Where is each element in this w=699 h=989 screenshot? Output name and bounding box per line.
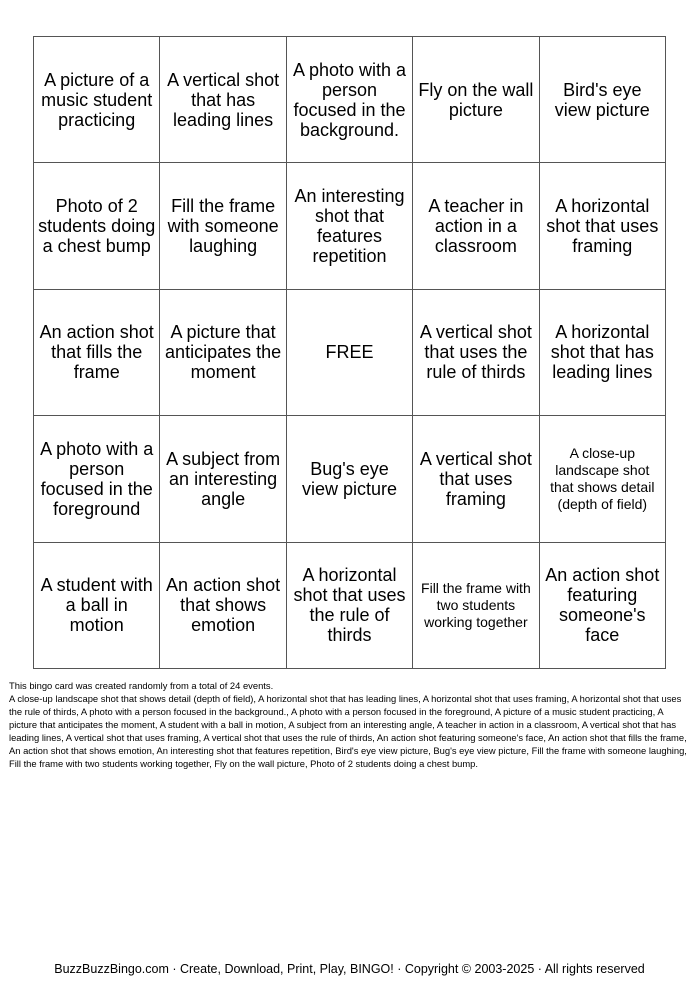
bingo-cell-r1c2: A vertical shot that has leading lines (160, 37, 286, 163)
bingo-cell-r1c5: Bird's eye view picture (540, 37, 666, 163)
bingo-cell-r4c3: Bug's eye view picture (287, 416, 413, 542)
bingo-cell-r4c2: A subject from an interesting angle (160, 416, 286, 542)
bingo-cell-r2c1: Photo of 2 students doing a chest bump (34, 163, 160, 289)
bingo-cell-r5c2: An action shot that shows emotion (160, 543, 286, 669)
bingo-cell-r5c1: A student with a ball in motion (34, 543, 160, 669)
bingo-cell-r2c2: Fill the frame with someone laughing (160, 163, 286, 289)
bingo-cell-r3c4: A vertical shot that uses the rule of thirds (413, 290, 539, 416)
bingo-cell-r2c3: An interesting shot that features repetition (287, 163, 413, 289)
bingo-cell-r4c1: A photo with a person focused in the foreground (34, 416, 160, 542)
bingo-cell-r1c1: A picture of a music student practicing (34, 37, 160, 163)
bingo-cell-r1c4: Fly on the wall picture (413, 37, 539, 163)
bingo-free-cell: FREE (287, 290, 413, 416)
bingo-cell-r5c5: An action shot featuring someone's face (540, 543, 666, 669)
card-info (9, 679, 693, 770)
bingo-cell-r3c1: An action shot that fills the frame (34, 290, 160, 416)
bingo-cell-r2c5: A horizontal shot that uses framing (540, 163, 666, 289)
card-summary: This bingo card was created randomly from a total of 24 events. (9, 680, 274, 691)
bingo-cell-r1c3: A photo with a person focused in the background. (287, 37, 413, 163)
bingo-cell-r4c5: A close-up landscape shot that shows detail (depth of field) (540, 416, 666, 542)
bingo-cell-r5c4: Fill the frame with two students working together (413, 543, 539, 669)
bingo-cell-r2c4: A teacher in action in a classroom (413, 163, 539, 289)
event-list: A close-up landscape shot that shows detail (depth of field), A horizontal shot that has leading lines, A horizontal shot that uses framing, A horizontal shot that uses the rule of thirds, A photo with a person focused in the background., A photo with a person focused in the foreground, A picture of a music student practicing, A picture that anticipates the moment, A student with a ball in motion, A subject from an interesting angle, A teacher in action in a classroom, A vertical shot that has leading lines, A vertical shot that uses framing, A vertical shot that uses the rule of thirds, An action shot featuring someone's face, An action shot that fills the frame, An action shot that shows emotion, An interesting shot that features repetition, Bird's eye view picture, Bug's eye view picture, Fill the frame with someone laughing, Fill the frame with two students working together, Fly on the wall picture, Photo of 2 students doing a chest bump. (9, 693, 687, 769)
bingo-card-grid (33, 36, 666, 669)
bingo-cell-r4c4: A vertical shot that uses framing (413, 416, 539, 542)
bingo-cell-r5c3: A horizontal shot that uses the rule of thirds (287, 543, 413, 669)
bingo-cell-r3c5: A horizontal shot that has leading lines (540, 290, 666, 416)
bingo-cell-r3c2: A picture that anticipates the moment (160, 290, 286, 416)
page-footer: BuzzBuzzBingo.com · Create, Download, Print, Play, BINGO! · Copyright © 2003-2025 · All rights reserved (54, 962, 645, 976)
